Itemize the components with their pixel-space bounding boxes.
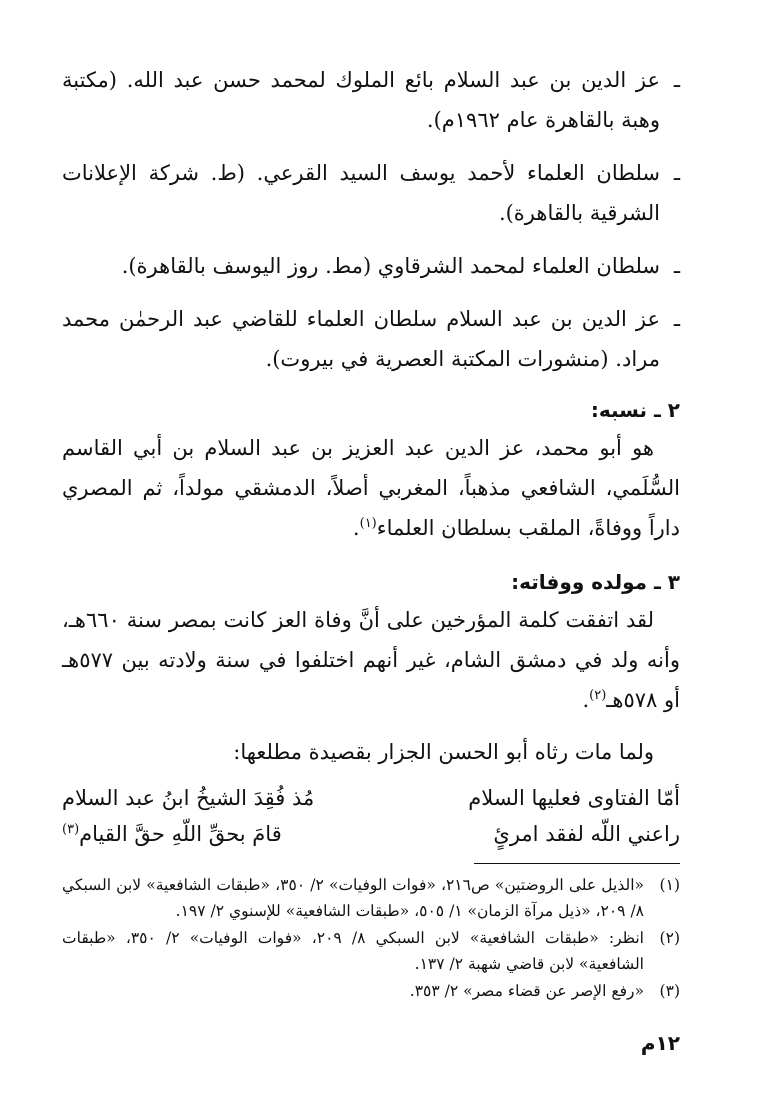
sentence-end: .	[582, 688, 590, 712]
footnote-divider	[474, 863, 680, 864]
list-item	[62, 60, 680, 140]
list-item	[62, 299, 680, 379]
footnote-text: انظر: «طبقات الشافعية» لابن السبكي ٨/ ٢٠٩، «فوات الوفيات» ٢/ ٣٥٠، «طبقات الشافعية» لابن قاضي شهبة ٢/ ١٣٧.	[62, 929, 644, 973]
footnote-item	[62, 872, 680, 924]
section-heading-lineage: ٢ ـ نسبه:	[590, 398, 680, 422]
footnote-number: (١)	[659, 876, 680, 894]
footnote-text: «رفع الإصر عن قضاء مصر» ٢/ ٣٥٣.	[409, 982, 644, 1000]
reference-text: سلطان العلماء لأحمد يوسف السيد القرعي. (ط. شركة الإعلانات الشرقية بالقاهرة).	[62, 161, 660, 225]
list-dash: ـ	[673, 254, 680, 278]
reference-text: عز الدين بن عبد السلام بائع الملوك لمحمد حسن عبد الله. (مكتبة وهبة بالقاهرة عام ١٩٦٢م).	[62, 68, 660, 132]
footnote-item	[62, 978, 680, 1004]
footnote-text: «الذيل على الروضتين» ص٢١٦، «فوات الوفيات» ٢/ ٣٥٠، «طبقات الشافعية» لابن السبكي ٨/ ٢٠٩، «ذيل مرآة الزمان» ١/ ٥٠٥، «طبقات الشافعية» للإسنوي ٢/ ١٩٧.	[62, 876, 645, 920]
lineage-text: هو أبو محمد، عز الدين عبد العزيز بن عبد السلام بن أبي القاسم السُّلَمي، الشافعي مذهباً، المغربي أصلاً، الدمشقي مولداً، ثم المصري داراً ووفاةً، الملقب بسلطان العلماء	[62, 436, 680, 540]
footnote-item	[62, 925, 680, 977]
footnote-ref-1[interactable]: (١)	[359, 516, 377, 531]
footnote-ref-2[interactable]: (٢)	[589, 688, 607, 703]
list-dash: ـ	[673, 307, 680, 331]
verse-line	[62, 780, 680, 816]
verse-second-hemistich	[62, 780, 359, 816]
list-item	[62, 153, 680, 233]
footnotes	[62, 872, 680, 1005]
reference-list	[62, 60, 680, 379]
reference-text: سلطان العلماء لمحمد الشرقاوي (مط. روز اليوسف بالقاهرة).	[121, 254, 660, 278]
page-number: ١٢م	[640, 1031, 680, 1055]
birth-death-paragraph	[62, 600, 680, 720]
poem-intro: ولما مات رثاه أبو الحسن الجزار بقصيدة مطلعها:	[233, 740, 654, 764]
birth-death-text: لقد اتفقت كلمة المؤرخين على أنَّ وفاة العز كانت بمصر سنة ٦٦٠هـ، وأنه ولد في دمشق الشام، غير أنهم اختلفوا في سنة ولادته بين ٥٧٧هـ أو ٥٧٨هـ	[62, 608, 680, 712]
list-dash: ـ	[673, 161, 680, 185]
page-body	[62, 60, 680, 852]
verse-line	[62, 816, 680, 852]
footnote-number: (٢)	[659, 929, 680, 947]
verse-first-hemistich: أمّا الفتاوى فعليها السلام	[468, 786, 680, 810]
list-dash: ـ	[673, 68, 680, 92]
verse-first-hemistich: راعني اللّه لفقد امرئٍ	[493, 822, 680, 846]
verse-second-hemistich	[62, 816, 359, 852]
sentence-end: .	[352, 516, 360, 540]
footnote-ref-3[interactable]: (٣)	[62, 822, 80, 837]
lineage-paragraph	[62, 428, 680, 548]
list-item	[62, 246, 680, 286]
hemistich-text: مُذ فُقِدَ الشيخُ ابنُ عبد السلام	[62, 786, 315, 810]
footnote-number: (٣)	[659, 982, 680, 1000]
elegy-poem	[62, 780, 680, 852]
section-heading-birth-death: ٣ ـ مولده ووفاته:	[511, 570, 680, 594]
reference-text: عز الدين بن عبد السلام سلطان العلماء للقاضي عبد الرحمٰن محمد مراد. (منشورات المكتبة العصرية في بيروت).	[62, 307, 660, 371]
hemistich-text: قامَ بحقِّ اللّهِ حقَّ القيام	[79, 822, 282, 846]
